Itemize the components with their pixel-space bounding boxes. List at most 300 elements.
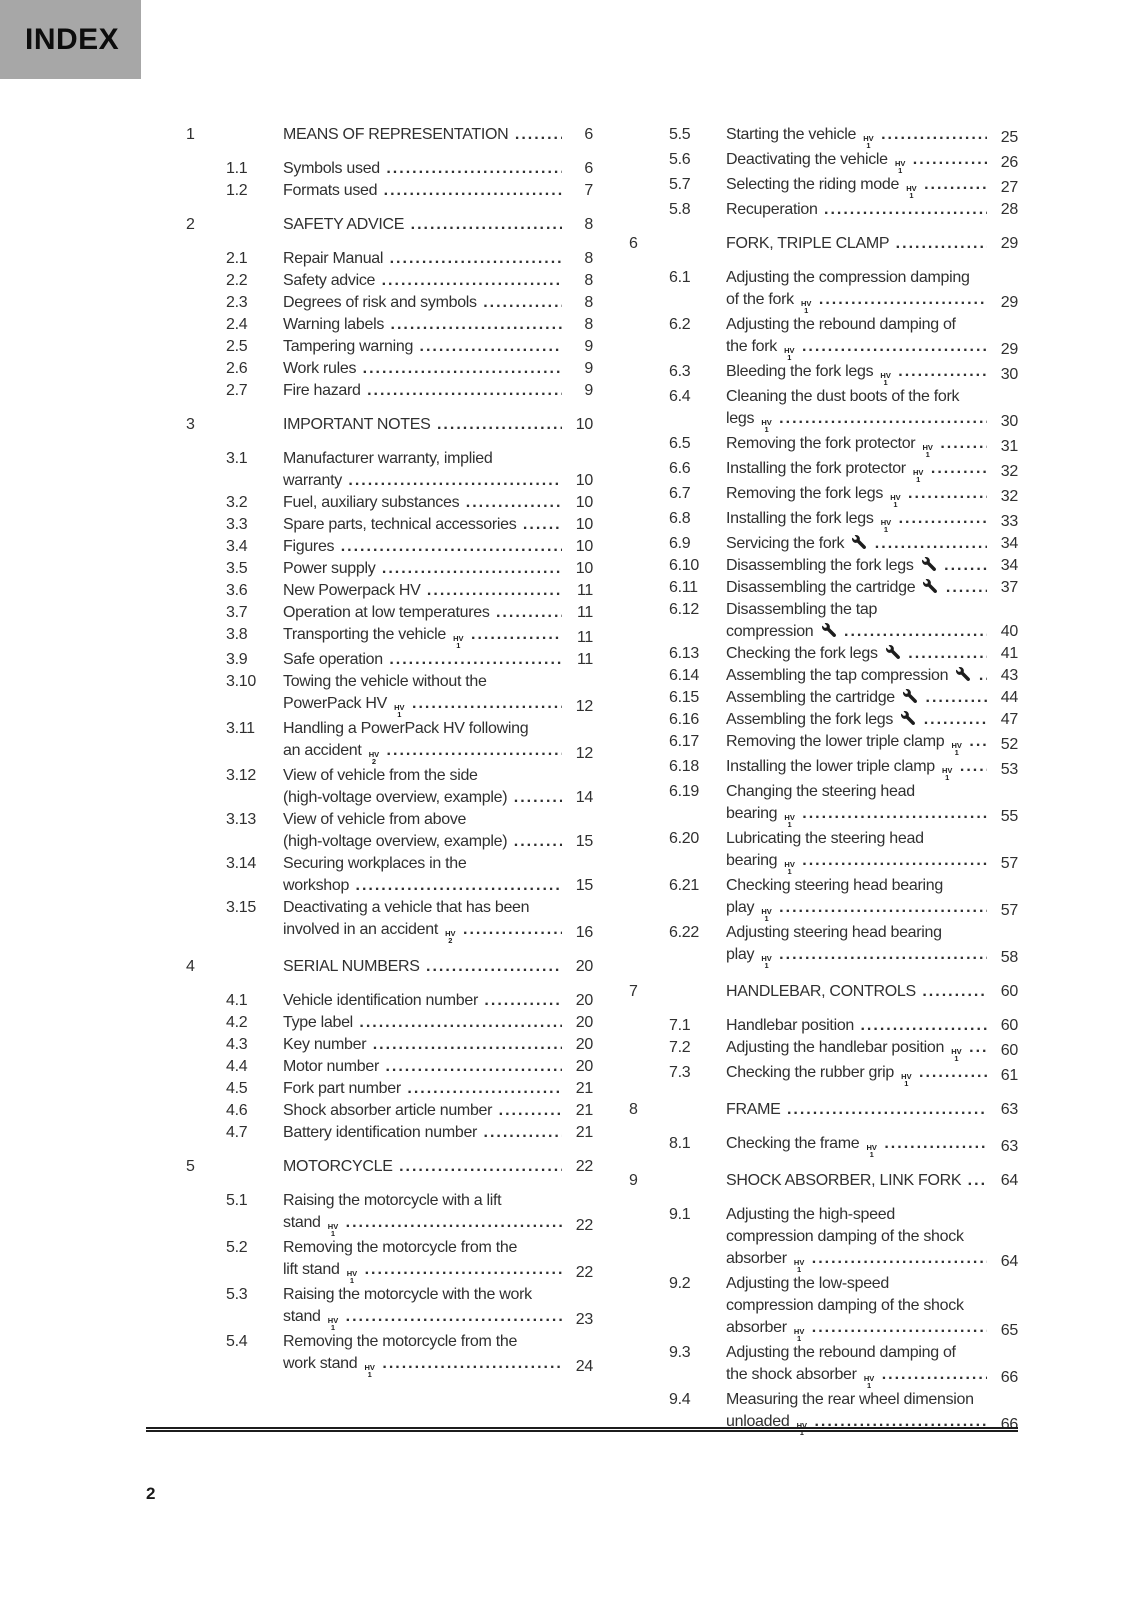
entry-title-wrap bbox=[283, 1122, 562, 1144]
entry-page-number: 32 bbox=[1000, 463, 1018, 480]
entry-title-wrap bbox=[283, 1284, 593, 1306]
entry-page-number: 64 bbox=[1000, 1172, 1018, 1189]
entry-number: 4.3 bbox=[226, 1036, 248, 1053]
toc-entry bbox=[186, 1078, 593, 1100]
entry-page-number: 65 bbox=[1000, 1322, 1018, 1339]
entry-page-number: 60 bbox=[1000, 1042, 1018, 1059]
entry-title-wrap bbox=[726, 981, 987, 1003]
entry-title: Installing the fork legs HV 1 ..... bbox=[726, 510, 987, 527]
entry-number: 9.4 bbox=[669, 1391, 691, 1408]
entry-number: 6.19 bbox=[669, 783, 699, 800]
entry-title: Towing the vehicle without the bbox=[283, 673, 487, 690]
entry-page-number: 11 bbox=[576, 629, 593, 646]
entry-title-wrap bbox=[726, 1389, 1018, 1411]
entry-title-wrap bbox=[283, 1012, 562, 1034]
toc-entry bbox=[629, 643, 1018, 665]
toc-entry bbox=[186, 336, 593, 358]
entry-title: View of vehicle from the side bbox=[283, 767, 478, 784]
hv1-icon: HV 1 bbox=[394, 703, 405, 718]
entry-title: bearing HV 1 ..... bbox=[726, 805, 987, 822]
entry-title: play HV 1 ..... bbox=[726, 946, 987, 963]
entry-title: Measuring the rear wheel dimension bbox=[726, 1391, 974, 1408]
entry-page-number: 28 bbox=[1000, 201, 1018, 218]
entry-title-wrap bbox=[726, 850, 987, 875]
toc-entry bbox=[629, 124, 1018, 149]
entry-title-wrap bbox=[726, 289, 987, 314]
entry-title-wrap bbox=[726, 199, 987, 221]
wrench-icon bbox=[886, 645, 900, 659]
entry-title: Disassembling the tap bbox=[726, 601, 878, 618]
entry-title-wrap bbox=[283, 470, 562, 492]
hv1-icon: HV 1 bbox=[906, 184, 917, 199]
entry-number: 6.11 bbox=[669, 579, 698, 596]
toc-entry bbox=[629, 781, 1018, 828]
footer-rule bbox=[146, 1427, 1018, 1432]
entry-page-number: 8 bbox=[584, 294, 593, 311]
entry-title: Checking the rubber grip HV 1 ..... bbox=[726, 1064, 987, 1081]
wrench-icon bbox=[956, 667, 970, 681]
toc-entry bbox=[629, 199, 1018, 221]
entry-page-number: 14 bbox=[575, 789, 593, 806]
entry-title: Cleaning the dust boots of the fork bbox=[726, 388, 960, 405]
entry-title: SAFETY ADVICE ..... bbox=[283, 216, 562, 233]
entry-title-wrap bbox=[726, 174, 987, 199]
toc-section-heading bbox=[629, 981, 1018, 1003]
entry-title: Spare parts, technical accessories ..... bbox=[283, 516, 562, 533]
entry-title: Raising the motorcycle with the work bbox=[283, 1286, 532, 1303]
entry-title-wrap bbox=[726, 944, 987, 969]
entry-number: 4.2 bbox=[226, 1014, 248, 1031]
entry-title: Deactivating a vehicle that has been bbox=[283, 899, 530, 916]
entry-number: 1 bbox=[186, 126, 195, 143]
toc-entry bbox=[186, 990, 593, 1012]
entry-number: 3.15 bbox=[226, 899, 256, 916]
entry-number: 2.6 bbox=[226, 360, 248, 377]
toc-entry bbox=[629, 1062, 1018, 1087]
toc-entry bbox=[186, 1034, 593, 1056]
entry-page-number: 22 bbox=[575, 1217, 593, 1234]
hv1-icon: HV 1 bbox=[796, 1421, 808, 1436]
entry-page-number: 55 bbox=[1000, 808, 1018, 825]
entry-number: 3.14 bbox=[226, 855, 256, 872]
entry-title: PowerPack HV HV 1 ..... bbox=[283, 695, 562, 712]
entry-number: 3 bbox=[186, 416, 195, 433]
entry-title: Securing workplaces in the bbox=[283, 855, 467, 872]
toc-entry bbox=[629, 1133, 1018, 1158]
entry-page-number: 10 bbox=[575, 560, 593, 577]
entry-page-number: 34 bbox=[1000, 557, 1018, 574]
entry-title: Fuel, auxiliary substances ..... bbox=[283, 494, 562, 511]
entry-title-wrap bbox=[726, 643, 987, 665]
entry-title-wrap bbox=[283, 358, 562, 380]
entry-title: Fork part number ..... bbox=[283, 1080, 562, 1097]
entry-title: bearing HV 1 ..... bbox=[726, 852, 987, 869]
hv1-icon: HV 1 bbox=[863, 134, 874, 149]
entry-title-wrap bbox=[726, 408, 987, 433]
entry-title: Removing the fork protector HV 1 ..... bbox=[726, 435, 987, 452]
entry-title: Handling a PowerPack HV following bbox=[283, 720, 529, 737]
entry-title: Symbols used ..... bbox=[283, 160, 562, 177]
entry-title: Installing the fork protector HV 1 ..... bbox=[726, 460, 987, 477]
entry-title: workshop ..... bbox=[283, 877, 562, 894]
entry-page-number: 30 bbox=[1000, 366, 1018, 383]
entry-number: 6.3 bbox=[669, 363, 691, 380]
entry-title-wrap bbox=[283, 514, 562, 536]
entry-title-wrap bbox=[283, 693, 562, 718]
toc-entry bbox=[629, 599, 1018, 643]
entry-page-number: 20 bbox=[575, 1014, 593, 1031]
entry-number: 3.13 bbox=[226, 811, 256, 828]
hv1-icon: HV 1 bbox=[364, 1363, 375, 1378]
entry-title: Lubricating the steering head bbox=[726, 830, 924, 847]
entry-title-wrap bbox=[283, 809, 593, 831]
entry-number: 4.6 bbox=[226, 1102, 248, 1119]
entry-title: MEANS OF REPRESENTATION ..... bbox=[283, 126, 562, 143]
entry-title-wrap bbox=[726, 1062, 987, 1087]
toc-entry bbox=[186, 536, 593, 558]
entry-number: 3.12 bbox=[226, 767, 256, 784]
entry-title-wrap bbox=[726, 314, 1018, 336]
toc-section-heading bbox=[186, 1156, 593, 1178]
entry-title-wrap bbox=[726, 1364, 987, 1389]
toc-entry bbox=[629, 1273, 1018, 1342]
entry-title-wrap bbox=[726, 875, 1018, 897]
entry-number: 6.10 bbox=[669, 557, 699, 574]
wrench-icon bbox=[903, 689, 917, 703]
entry-title: Checking steering head bearing bbox=[726, 877, 943, 894]
entry-page-number: 12 bbox=[575, 698, 593, 715]
entry-title: HANDLEBAR, CONTROLS ..... bbox=[726, 983, 987, 1000]
entry-title-wrap bbox=[726, 1204, 1018, 1226]
entry-number: 4.7 bbox=[226, 1124, 248, 1141]
entry-title-wrap bbox=[726, 731, 987, 756]
hv1-icon: HV 1 bbox=[761, 954, 772, 969]
entry-title-wrap bbox=[726, 922, 1018, 944]
entry-number: 3.8 bbox=[226, 626, 248, 643]
hv1-icon: HV 1 bbox=[894, 159, 906, 174]
entry-number: 6.12 bbox=[669, 601, 699, 618]
entry-title: SHOCK ABSORBER, LINK FORK ..... bbox=[726, 1172, 987, 1189]
entry-title: an accident HV 2 ..... bbox=[283, 742, 562, 759]
hv1-icon: HV 1 bbox=[951, 741, 962, 756]
entry-number: 8 bbox=[629, 1101, 638, 1118]
entry-number: 3.10 bbox=[226, 673, 256, 690]
entry-number: 6.18 bbox=[669, 758, 699, 775]
entry-number: 9 bbox=[629, 1172, 638, 1189]
entry-title-wrap bbox=[283, 158, 562, 180]
toc-entry bbox=[629, 555, 1018, 577]
entry-number: 7.3 bbox=[669, 1064, 691, 1081]
entry-page-number: 41 bbox=[1000, 645, 1018, 662]
entry-title-wrap bbox=[726, 1411, 987, 1436]
entry-page-number: 53 bbox=[1000, 761, 1018, 778]
hv1-icon: HV 1 bbox=[880, 371, 891, 386]
toc-entry bbox=[186, 558, 593, 580]
entry-title-wrap bbox=[726, 1099, 987, 1121]
entry-number: 5.7 bbox=[669, 176, 691, 193]
entry-title: Changing the steering head bbox=[726, 783, 915, 800]
entry-title: stand HV 1 ..... bbox=[283, 1214, 562, 1231]
hv1-icon: HV 1 bbox=[913, 468, 924, 483]
entry-number: 3.1 bbox=[226, 450, 248, 467]
entry-number: 5.3 bbox=[226, 1286, 248, 1303]
toc-entry bbox=[186, 671, 593, 718]
entry-title-wrap bbox=[283, 270, 562, 292]
entry-title-wrap bbox=[726, 1295, 1018, 1317]
toc-entry bbox=[629, 174, 1018, 199]
entry-title: SERIAL NUMBERS ..... bbox=[283, 958, 562, 975]
entry-title-wrap bbox=[283, 787, 562, 809]
entry-number: 6.8 bbox=[669, 510, 691, 527]
entry-title: Servicing the fork ..... bbox=[726, 535, 987, 552]
entry-page-number: 11 bbox=[576, 582, 593, 599]
toc-entry bbox=[629, 533, 1018, 555]
entry-title: unloaded HV 1 ..... bbox=[726, 1413, 987, 1430]
entry-page-number: 31 bbox=[1000, 438, 1018, 455]
entry-title-wrap bbox=[726, 897, 987, 922]
entry-number: 6.7 bbox=[669, 485, 691, 502]
entry-title-wrap bbox=[283, 248, 562, 270]
entry-page-number: 43 bbox=[1000, 667, 1018, 684]
entry-number: 3.5 bbox=[226, 560, 248, 577]
entry-number: 6.20 bbox=[669, 830, 699, 847]
entry-page-number: 21 bbox=[575, 1080, 593, 1097]
toc-entry bbox=[186, 718, 593, 765]
entry-page-number: 32 bbox=[1000, 488, 1018, 505]
entry-title: Deactivating the vehicle HV 1 ..... bbox=[726, 151, 987, 168]
entry-title: Raising the motorcycle with a lift bbox=[283, 1192, 502, 1209]
entry-page-number: 47 bbox=[1000, 711, 1018, 728]
entry-title: Checking the fork legs ..... bbox=[726, 645, 987, 662]
entry-title: Adjusting the high-speed bbox=[726, 1206, 895, 1223]
toc-entry bbox=[629, 386, 1018, 433]
entry-title-wrap bbox=[726, 1273, 1018, 1295]
entry-title: Adjusting the low-speed bbox=[726, 1275, 889, 1292]
entry-number: 8.1 bbox=[669, 1135, 691, 1152]
entry-page-number: 63 bbox=[1000, 1138, 1018, 1155]
entry-title-wrap bbox=[726, 665, 987, 687]
entry-page-number: 10 bbox=[575, 516, 593, 533]
entry-title-wrap bbox=[726, 709, 987, 731]
entry-page-number: 66 bbox=[1000, 1416, 1018, 1433]
toc-entry bbox=[186, 1012, 593, 1034]
hv1-icon: HV 1 bbox=[951, 1047, 962, 1062]
toc-entry bbox=[629, 433, 1018, 458]
entry-title-wrap bbox=[283, 831, 562, 853]
entry-title-wrap bbox=[726, 458, 987, 483]
entry-page-number: 15 bbox=[575, 877, 593, 894]
entry-title-wrap bbox=[283, 740, 562, 765]
toc-entry bbox=[186, 624, 593, 649]
entry-number: 6.17 bbox=[669, 733, 699, 750]
entry-page-number: 20 bbox=[575, 992, 593, 1009]
entry-title-wrap bbox=[283, 897, 593, 919]
toc-entry bbox=[186, 270, 593, 292]
entry-title: the shock absorber HV 1 ..... bbox=[726, 1366, 987, 1383]
entry-title-wrap bbox=[283, 875, 562, 897]
hv1-icon: HV 1 bbox=[761, 907, 772, 922]
hv1-icon: HV 1 bbox=[346, 1269, 358, 1284]
entry-number: 2.4 bbox=[226, 316, 248, 333]
toc-entry bbox=[629, 875, 1018, 922]
toc-entry bbox=[629, 314, 1018, 361]
entry-title-wrap bbox=[726, 508, 987, 533]
entry-page-number: 44 bbox=[1000, 689, 1018, 706]
entry-page-number: 10 bbox=[575, 494, 593, 511]
entry-title: Adjusting the rebound damping of bbox=[726, 316, 956, 333]
entry-page-number: 64 bbox=[1000, 1253, 1018, 1270]
entry-number: 5.1 bbox=[226, 1192, 248, 1209]
entry-title-wrap bbox=[726, 803, 987, 828]
entry-number: 3.4 bbox=[226, 538, 248, 555]
toc-entry bbox=[186, 358, 593, 380]
entry-number: 2.3 bbox=[226, 294, 248, 311]
entry-title-wrap bbox=[283, 1056, 562, 1078]
entry-title: Removing the lower triple clamp HV 1 ..... bbox=[726, 733, 987, 750]
entry-title-wrap bbox=[283, 124, 562, 146]
entry-title: play HV 1 ..... bbox=[726, 899, 987, 916]
entry-number: 6.9 bbox=[669, 535, 691, 552]
entry-page-number: 8 bbox=[584, 250, 593, 267]
toc-entry bbox=[186, 649, 593, 671]
entry-number: 2 bbox=[186, 216, 195, 233]
entry-page-number: 57 bbox=[1000, 902, 1018, 919]
entry-page-number: 8 bbox=[584, 216, 593, 233]
toc-entry bbox=[629, 709, 1018, 731]
entry-title: warranty ..... bbox=[283, 472, 562, 489]
entry-number: 3.11 bbox=[226, 720, 255, 737]
entry-title-wrap bbox=[283, 624, 562, 649]
toc-entry bbox=[629, 149, 1018, 174]
entry-title: Starting the vehicle HV 1 ..... bbox=[726, 126, 987, 143]
hv1-icon: HV 1 bbox=[784, 346, 795, 361]
toc-entry bbox=[629, 665, 1018, 687]
entry-number: 4 bbox=[186, 958, 195, 975]
entry-page-number: 20 bbox=[575, 958, 593, 975]
entry-page-number: 8 bbox=[584, 272, 593, 289]
entry-title: work stand HV 1 ..... bbox=[283, 1355, 562, 1372]
entry-page-number: 21 bbox=[575, 1124, 593, 1141]
entry-title: Removing the fork legs HV 1 ..... bbox=[726, 485, 987, 502]
entry-title-wrap bbox=[283, 536, 562, 558]
entry-title: compression damping of the shock bbox=[726, 1228, 964, 1245]
entry-page-number: 34 bbox=[1000, 535, 1018, 552]
entry-number: 3.3 bbox=[226, 516, 248, 533]
entry-title: (high-voltage overview, example) ..... bbox=[283, 833, 562, 850]
entry-title-wrap bbox=[283, 558, 562, 580]
entry-page-number: 8 bbox=[584, 316, 593, 333]
entry-title-wrap bbox=[283, 765, 593, 787]
entry-title: New Powerpack HV ..... bbox=[283, 582, 562, 599]
toc-entry bbox=[629, 361, 1018, 386]
entry-page-number: 10 bbox=[575, 538, 593, 555]
entry-title: (high-voltage overview, example) ..... bbox=[283, 789, 562, 806]
entry-page-number: 26 bbox=[1000, 154, 1018, 171]
entry-number: 4.4 bbox=[226, 1058, 248, 1075]
toc-entry bbox=[186, 492, 593, 514]
wrench-icon bbox=[923, 579, 937, 593]
toc-entry bbox=[629, 483, 1018, 508]
page-title: INDEX bbox=[25, 22, 120, 56]
entry-title-wrap bbox=[283, 292, 562, 314]
entry-title: Recuperation ..... bbox=[726, 201, 987, 218]
entry-title: Handlebar position ..... bbox=[726, 1017, 987, 1034]
entry-title-wrap bbox=[726, 687, 987, 709]
entry-number: 2.2 bbox=[226, 272, 248, 289]
entry-title: Repair Manual ..... bbox=[283, 250, 562, 267]
entry-title: absorber HV 1 ..... bbox=[726, 1319, 987, 1336]
entry-title: FORK, TRIPLE CLAMP ..... bbox=[726, 235, 987, 252]
toc-entry bbox=[186, 1122, 593, 1144]
entry-page-number: 10 bbox=[575, 416, 593, 433]
hv2-icon: HV 2 bbox=[368, 750, 380, 765]
entry-page-number: 6 bbox=[584, 126, 593, 143]
entry-number: 4.1 bbox=[226, 992, 248, 1009]
entry-number: 6.14 bbox=[669, 667, 699, 684]
entry-title: Bleeding the fork legs HV 1 ..... bbox=[726, 363, 987, 380]
entry-title-wrap bbox=[726, 1037, 987, 1062]
entry-page-number: 9 bbox=[584, 338, 593, 355]
entry-page-number: 29 bbox=[1000, 341, 1018, 358]
toc-entry bbox=[629, 267, 1018, 314]
entry-number: 6.15 bbox=[669, 689, 699, 706]
entry-number: 6.1 bbox=[669, 269, 691, 286]
hv2-icon: HV 2 bbox=[445, 929, 456, 944]
hv1-icon: HV 1 bbox=[880, 518, 892, 533]
entry-number: 2.5 bbox=[226, 338, 248, 355]
entry-title: Disassembling the fork legs ..... bbox=[726, 557, 987, 574]
hv1-icon: HV 1 bbox=[942, 766, 953, 781]
entry-page-number: 11 bbox=[576, 651, 593, 668]
entry-title: Formats used ..... bbox=[283, 182, 562, 199]
entry-title: legs HV 1 ..... bbox=[726, 410, 987, 427]
toc-entry bbox=[186, 1056, 593, 1078]
entry-title: Safety advice ..... bbox=[283, 272, 562, 289]
toc-entry bbox=[629, 577, 1018, 599]
entry-title-wrap bbox=[283, 492, 562, 514]
toc-entry bbox=[186, 248, 593, 270]
entry-page-number: 9 bbox=[584, 382, 593, 399]
entry-page-number: 58 bbox=[1000, 949, 1018, 966]
toc-entry bbox=[186, 158, 593, 180]
entry-title-wrap bbox=[283, 956, 562, 978]
toc-entry bbox=[186, 448, 593, 492]
entry-title-wrap bbox=[283, 1331, 593, 1353]
entry-title: Transporting the vehicle HV 1 ..... bbox=[283, 626, 562, 643]
entry-title: lift stand HV 1 ..... bbox=[283, 1261, 562, 1278]
entry-title: compression ..... bbox=[726, 623, 987, 640]
entry-title: Operation at low temperatures ..... bbox=[283, 604, 562, 621]
hv1-icon: HV 1 bbox=[793, 1258, 805, 1273]
entry-title: FRAME ..... bbox=[726, 1101, 987, 1118]
entry-title: Safe operation ..... bbox=[283, 651, 562, 668]
entry-title: Key number ..... bbox=[283, 1036, 562, 1053]
entry-title-wrap bbox=[726, 1317, 987, 1342]
entry-title-wrap bbox=[283, 414, 562, 436]
entry-title-wrap bbox=[283, 1078, 562, 1100]
entry-title-wrap bbox=[726, 781, 1018, 803]
entry-title-wrap bbox=[283, 1237, 593, 1259]
entry-title: Motor number ..... bbox=[283, 1058, 562, 1075]
entry-title-wrap bbox=[283, 671, 593, 693]
entry-title-wrap bbox=[726, 149, 987, 174]
toc-entry bbox=[186, 580, 593, 602]
toc-entry bbox=[629, 508, 1018, 533]
entry-title-wrap bbox=[283, 314, 562, 336]
entry-number: 5.5 bbox=[669, 126, 691, 143]
entry-title: View of vehicle from above bbox=[283, 811, 467, 828]
toc-entry bbox=[186, 1331, 593, 1378]
